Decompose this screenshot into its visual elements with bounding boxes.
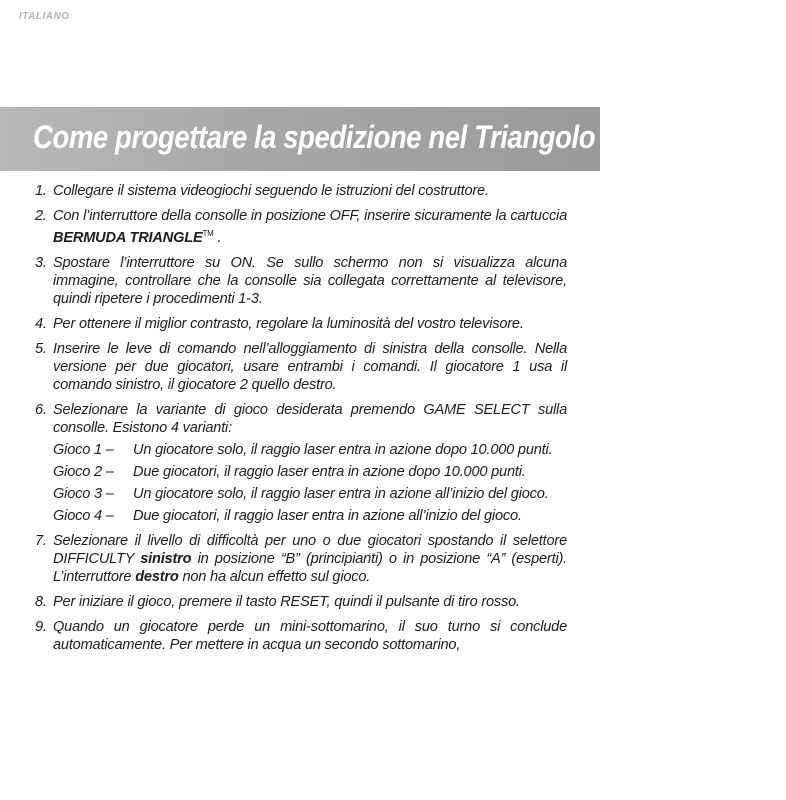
instructions-list	[35, 182, 567, 661]
list-item	[35, 254, 567, 308]
trademark-mark: TM	[202, 229, 214, 238]
step-text-part: .	[213, 229, 222, 246]
step-number: 6.	[35, 401, 47, 418]
step-text-part: Selezionare il livello di difficoltà per uno o due giocatori spostando il selettore DIFFICULTY	[53, 532, 567, 567]
step-number: 9.	[35, 618, 47, 635]
page-title: Come progettare la spedizione nel Triangolo delle Bermuda	[33, 119, 786, 155]
step-number: 7.	[35, 532, 47, 549]
step-text: Inserire le leve di comando nell’alloggiamento di sinistra della consolle. Nella versione per due giocatori, usare entrambi i comandi. Il giocatore 1 usa il comando sinistro, il giocatore 2 quello destro.	[53, 340, 567, 393]
list-item	[35, 618, 567, 654]
variant-text: Due giocatori, il raggio laser entra in azione dopo 10.000 punti.	[133, 463, 526, 480]
list-item	[35, 593, 567, 611]
title-banner	[0, 107, 786, 171]
variant-label: Gioco 2 –	[53, 463, 114, 480]
bold-word-left: sinistro	[140, 550, 192, 567]
list-item	[35, 182, 567, 200]
variant-label: Gioco 3 –	[53, 485, 114, 502]
variant-label: Gioco 1 –	[53, 441, 114, 458]
step-text-part: Con l’interruttore della consolle in posizione OFF, inserire sicuramente la cartuccia	[53, 208, 567, 224]
step-number: 3.	[35, 254, 47, 271]
variant-label: Gioco 4 –	[53, 507, 114, 524]
game-variant	[53, 441, 567, 459]
step-text	[53, 532, 567, 586]
list-item	[35, 315, 567, 333]
step-number: 2.	[35, 208, 47, 224]
step-number: 1.	[35, 183, 47, 199]
cartridge-name: BERMUDA TRIANGLE	[53, 229, 203, 246]
bold-word-right: destro	[135, 568, 179, 585]
step-text: Quando un giocatore perde un mini-sottomarino, il suo turno si conclude automaticamente. Per mettere in acqua un secondo sottomarino,	[53, 618, 567, 653]
step-text: Per ottenere il miglior contrasto, regolare la luminosità del vostro televisore.	[53, 315, 524, 332]
list-item	[35, 340, 567, 394]
list-item	[35, 532, 567, 586]
variant-text: Due giocatori, il raggio laser entra in azione all’inizio del gioco.	[133, 507, 522, 524]
step-text: Spostare l’interruttore su ON. Se sullo schermo non si visualizza alcuna immagine, controllare che la consolle sia collegata correttamente al televisore, quindi ripetere i procedimenti 1-3.	[53, 254, 567, 307]
variant-text: Un giocatore solo, il raggio laser entra in azione dopo 10.000 punti.	[133, 441, 553, 458]
game-variant	[53, 507, 567, 525]
game-variant	[53, 485, 567, 503]
list-item	[35, 207, 567, 247]
step-number: 4.	[35, 315, 47, 332]
game-variant	[53, 463, 567, 481]
variant-text: Un giocatore solo, il raggio laser entra in azione all’inizio del gioco.	[133, 485, 549, 502]
step-number: 5.	[35, 340, 47, 357]
step-text: Per iniziare il gioco, premere il tasto RESET, quindi il pulsante di tiro rosso.	[53, 593, 520, 610]
step-text: Selezionare la variante di gioco desiderata premendo GAME SELECT sulla consolle. Esistono 4 varianti:	[53, 401, 567, 436]
step-text-part: in posizione “B” (principianti) o in posizione “A” (esperti). L’interruttore	[53, 550, 568, 585]
step-text: Collegare il sistema videogiochi seguendo le istruzioni del costruttore.	[53, 183, 489, 199]
language-label: ITALIANO	[19, 11, 70, 22]
step-text-part: non ha alcun effetto sul gioco.	[178, 568, 371, 585]
step-text	[53, 207, 567, 247]
list-item	[35, 401, 567, 525]
step-number: 8.	[35, 593, 47, 610]
